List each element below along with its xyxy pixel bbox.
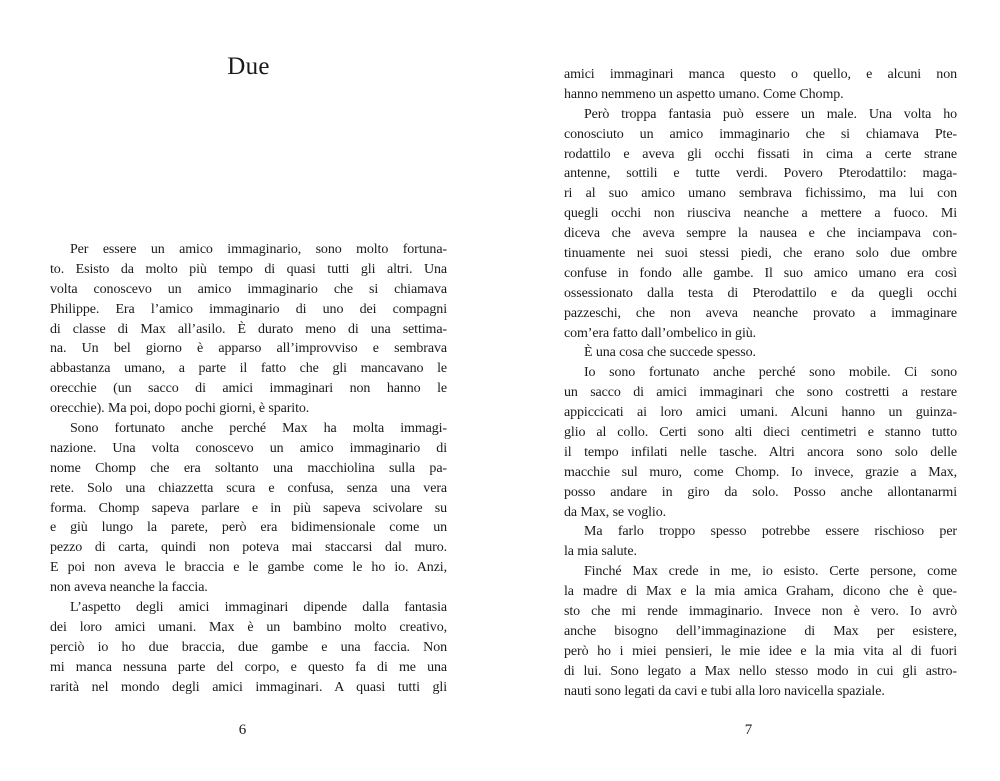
text-line: macchie sul muro, come Chomp. Io invece, grazie a Max,	[564, 464, 957, 480]
text-line: la mia salute.	[564, 544, 637, 560]
text-line: di lui. Sono legato a Max nello stesso modo in cui gli astro-	[564, 663, 957, 679]
text-line: appiccicati ai loro amici umani. Alcuni hanno un guinza-	[564, 405, 957, 421]
text-line: Sono fortunato anche perché Max ha molta immagi-	[70, 421, 447, 437]
left-page-body	[50, 240, 447, 697]
text-line: Io sono fortunato anche perché sono mobile. Ci sono	[584, 365, 957, 381]
text-line: volta conoscevo un amico immaginario che si chiamava	[50, 281, 447, 297]
paragraph	[564, 522, 957, 562]
text-line: sto che mi rende immaginario. Invece non è vero. Io avrò	[564, 604, 957, 620]
text-line: È una cosa che succede spesso.	[584, 345, 756, 361]
text-line: orecchie (un sacco di amici immaginari non hanno le	[50, 381, 447, 397]
chapter-title: Due	[227, 53, 270, 80]
text-line: Però troppa fantasia può essere un male. Una volta ho	[584, 106, 957, 122]
text-line: forma. Chomp sapeva parlare e in più sapeva scivolare su	[50, 500, 447, 516]
text-line: E poi non aveva le braccia e le gambe come le ho io. Anzi,	[50, 560, 447, 576]
text-line: hanno nemmeno un aspetto umano. Come Chomp.	[564, 86, 844, 102]
paragraph	[564, 105, 957, 344]
text-line: pazzeschi, che non aveva neanche provato a immaginare	[564, 305, 957, 321]
text-line: rodattilo e aveva gli occhi fissati in cima a certe strane	[564, 146, 957, 162]
text-line: na. Un bel giorno è apparso all’improvviso e sembrava	[50, 341, 447, 357]
text-line: posso andare in giro da solo. Posso anche allontanarmi	[564, 484, 957, 500]
text-line: di classe di Max all’asilo. È durato meno di una settima-	[50, 321, 447, 337]
paragraph	[50, 240, 447, 419]
text-line: diceva che aveva sempre la nausea e che inciampava con-	[564, 226, 957, 242]
paragraph	[564, 562, 957, 701]
text-line: non aveva neanche la faccia.	[50, 580, 208, 596]
text-line: un sacco di amici immaginari che sono costretti a restare	[564, 385, 957, 401]
paragraph	[564, 343, 957, 363]
text-line: da Max, se voglio.	[564, 504, 667, 520]
left-page	[50, 0, 447, 781]
text-line: perciò io ho due braccia, due gambe e una faccia. Non	[50, 639, 447, 655]
text-line: glio al collo. Certi sono alti dieci centimetri e stanno tutto	[564, 425, 957, 441]
right-page-number: 7	[744, 722, 753, 738]
text-line: quegli occhi non riusciva neanche a mettere a fuoco. Mi	[564, 206, 957, 222]
text-line: anche bisogno dell’immaginazione di Max per esistere,	[564, 623, 957, 639]
text-line: amici immaginari manca questo o quello, e alcuni non	[564, 67, 957, 82]
text-line: il tempo infilati nelle tasche. Altri ancora sono solo delle	[564, 444, 957, 460]
text-line: Finché Max crede in me, io esisto. Certe persone, come	[584, 564, 957, 580]
paragraph	[564, 363, 957, 522]
text-line: nauti sono legati da cavi e tubi alla loro navicella spaziale.	[564, 683, 885, 699]
text-line: nazione. Una volta conoscevo un amico immaginario di	[50, 440, 447, 456]
text-line: tinuamente nei suoi stessi piedi, che erano solo due ombre	[564, 246, 957, 262]
text-line: conosciuto un amico immaginario che si chiamava Pte-	[564, 126, 957, 142]
text-line: però ho i miei pensieri, le mie idee e la mia vita al di fuori	[564, 643, 957, 659]
text-line: Ma farlo troppo spesso potrebbe essere rischioso per	[584, 524, 957, 540]
text-line: Per essere un amico immaginario, sono molto fortuna-	[70, 242, 447, 257]
text-line: L’aspetto degli amici immaginari dipende dalla fantasia	[70, 600, 447, 616]
text-line: com’era fatto dall’ombelico in giù.	[564, 325, 757, 341]
text-line: abbastanza umano, a parte il fatto che gli mancavano le	[50, 361, 447, 377]
left-page-number: 6	[238, 722, 247, 738]
text-line: dei loro amici umani. Max è un bambino molto creativo,	[50, 619, 447, 635]
text-line: rarità nel mondo degli amici immaginari. A quasi tutti gli	[50, 679, 447, 695]
text-line: pezzo di carta, quindi non poteva mai staccarsi dal muro.	[50, 540, 447, 556]
text-line: la madre di Max e la mia amica Graham, dicono che è que-	[564, 584, 957, 600]
paragraph	[50, 419, 447, 598]
right-page-body	[564, 65, 957, 702]
paragraph	[564, 65, 957, 105]
text-line: confuse in fondo alle gambe. Il suo amico umano era così	[564, 265, 957, 281]
text-line: antenne, sottili e tutte verdi. Povero Pterodattilo: maga-	[564, 166, 957, 182]
text-line: ossessionato dalla testa di Pterodattilo e da quegli occhi	[564, 285, 957, 301]
text-line: rete. Solo una chiazzetta scura e confusa, senza una vera	[50, 480, 447, 496]
text-line: orecchie). Ma poi, dopo pochi giorni, è sparito.	[50, 401, 310, 417]
text-line: mi manca nessuna parte del corpo, e questo fa di me una	[50, 659, 447, 675]
text-line: nome Chomp che era soltanto una macchiolina sulla pa-	[50, 460, 447, 476]
text-line: Philippe. Era l’amico immaginario di uno dei compagni	[50, 301, 447, 317]
text-line: e giù lungo la parete, però era bidimensionale come un	[50, 520, 447, 536]
right-page	[564, 0, 957, 781]
text-line: ri al suo amico umano sembrava fichissimo, ma lui con	[564, 186, 957, 202]
paragraph	[50, 598, 447, 697]
text-line: to. Esisto da molto più tempo di quasi tutti gli altri. Una	[50, 261, 447, 277]
